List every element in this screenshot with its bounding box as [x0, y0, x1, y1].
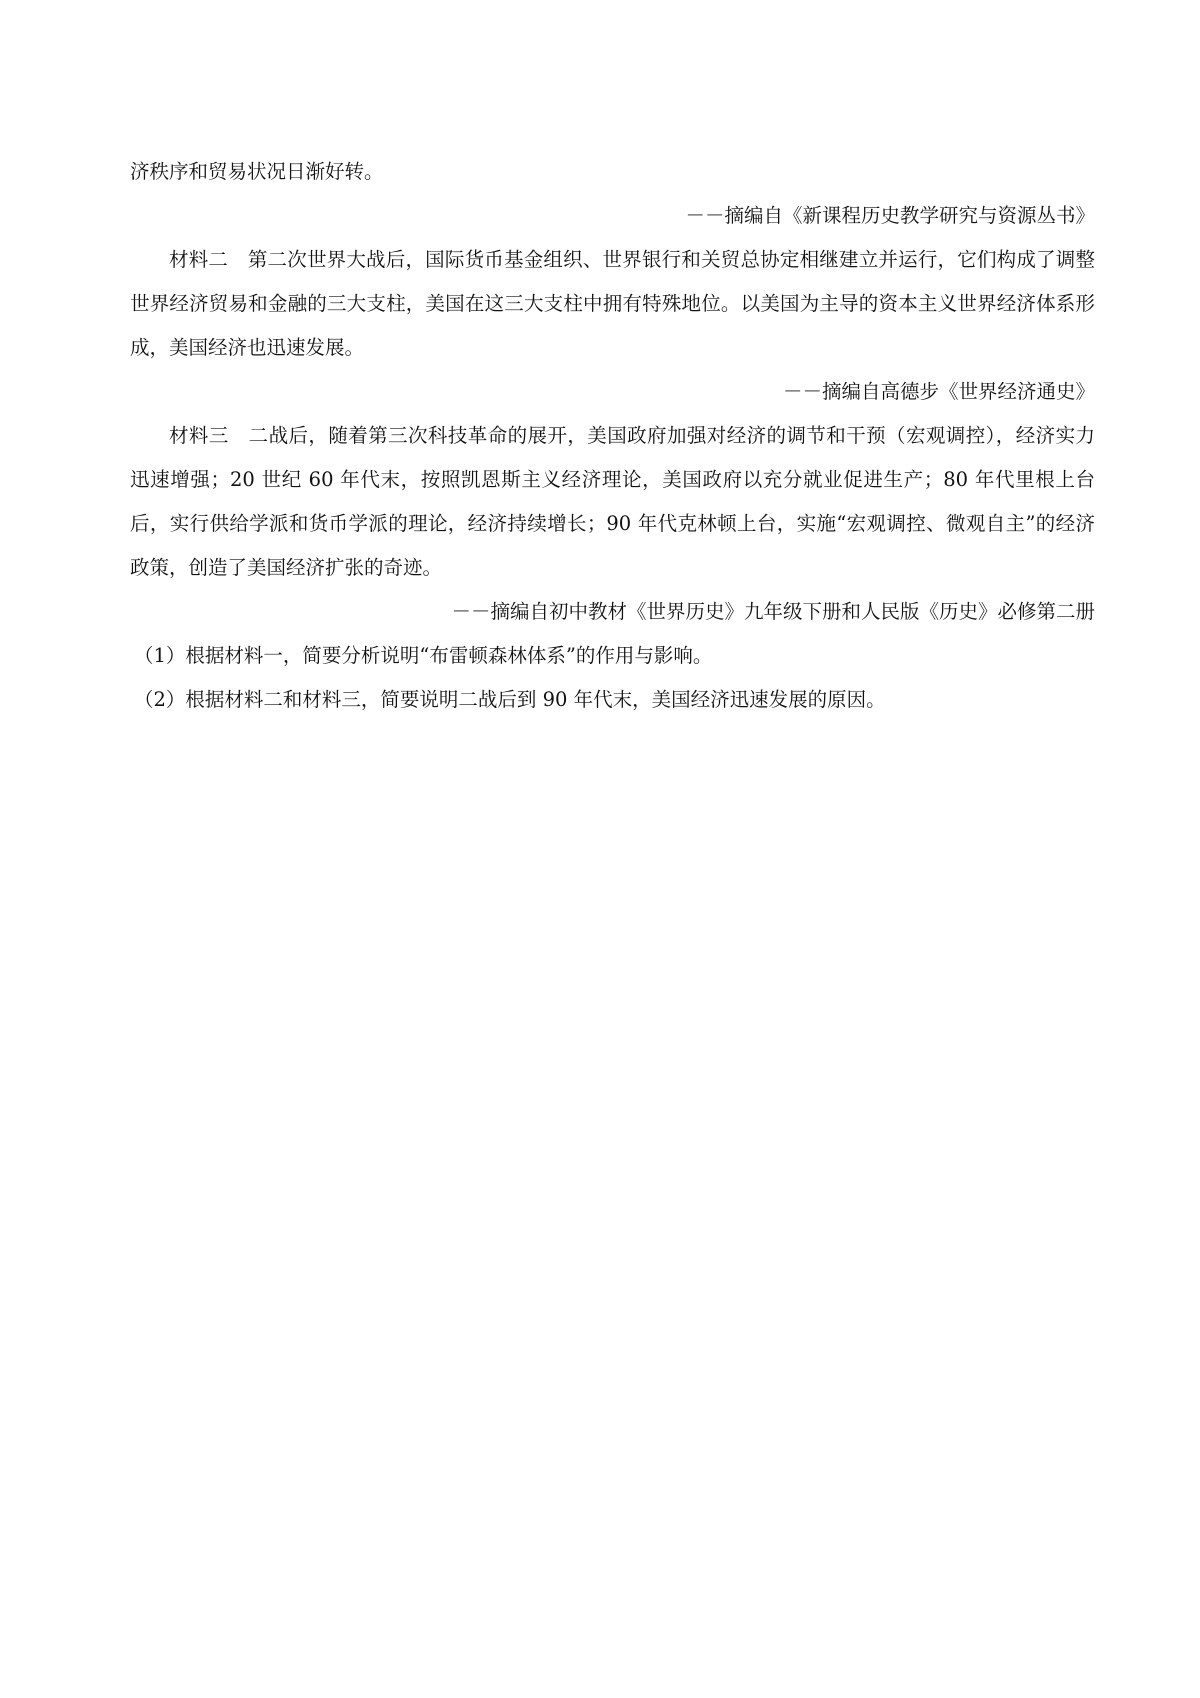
material2-paragraph: 材料二 第二次世界大战后，国际货币基金组织、世界银行和关贸总协定相继建立并运行，它们构成了调整世界经济贸易和金融的三大支柱，美国在这三大支柱中拥有特殊地位。以美国为主导的资本主义世界经济体系形成，美国经济也迅速发展。: [130, 248, 1095, 359]
document-body: [130, 150, 1095, 722]
material1-continuation: 济秩序和贸易状况日渐好转。: [130, 160, 384, 183]
question-2: （2）根据材料二和材料三，简要说明二战后到 90 年代末，美国经济迅速发展的原因。: [134, 688, 886, 711]
material1-source: －－摘编自《新课程历史教学研究与资源丛书》: [685, 204, 1095, 227]
material3-paragraph: 材料三 二战后，随着第三次科技革命的展开，美国政府加强对经济的调节和干预（宏观调控），经济实力迅速增强；20 世纪 60 年代末，按照凯恩斯主义经济理论，美国政府以充分就业促进生产；80 年代里根上台后，实行供给学派和货币学派的理论，经济持续增长；90 年代克林顿上台，实施“宏观调控、微观自主”的经济政策，创造了美国经济扩张的奇迹。: [130, 424, 1095, 579]
material3-source: －－摘编自初中教材《世界历史》九年级下册和人民版《历史》必修第二册: [451, 600, 1095, 623]
question-1: （1）根据材料一，简要分析说明“布雷顿森林体系”的作用与影响。: [134, 644, 713, 667]
material2-source: －－摘编自高德步《世界经济通史》: [782, 380, 1095, 403]
